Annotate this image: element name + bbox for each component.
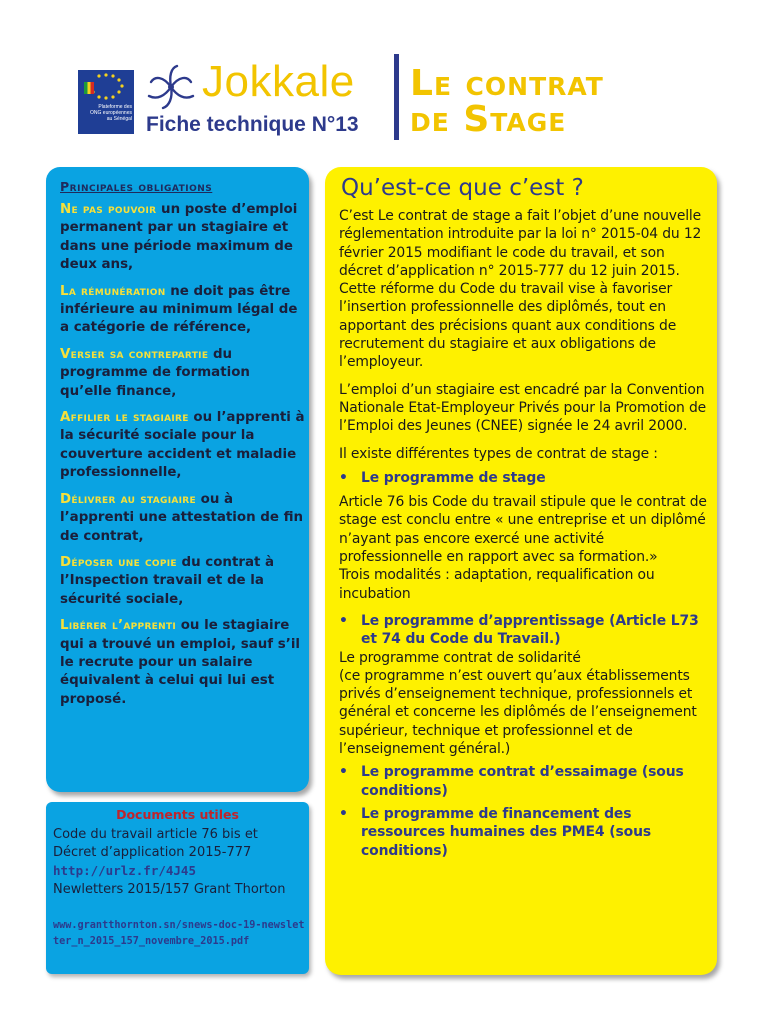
obligations-list — [60, 201, 305, 717]
document-reference: Code du travail article 76 bis et Décret d’application 2015-777 — [53, 827, 258, 860]
eu-ngo-platform-logo — [78, 70, 134, 134]
obligation-text: du contrat à l’Inspection travail et de la sécurité sociale, — [60, 554, 275, 607]
bullet-item — [339, 763, 711, 800]
obligation-text: un poste d’emploi permanent par un stagiaire et dans une période maximum de deux ans, — [60, 202, 298, 273]
paragraph: L’emploi d’un stagiaire est encadré par la Convention Nationale Etat-Employeur Privés pour la Promotion de l’Emploi des Jeunes (CNEE) signée le 24 avril 2000. — [339, 381, 707, 435]
obligation-keyword: La rémunération — [60, 283, 166, 299]
paragraph: (ce programme n’est ouvert qu’aux établissements privés d’enseignement technique, professionnels et général et concerne les diplômés de l’enseignement supérieur, technique et professionnel et de l’enseignement général.) — [339, 667, 697, 758]
eu-logo-caption: Plateforme des ONG européennes au Sénégal — [90, 104, 132, 122]
bullet-item — [339, 469, 711, 487]
bullet-text: Le programme de stage — [361, 469, 546, 486]
documents-heading: Documents utiles — [116, 807, 239, 822]
bullet-text: Le programme contrat d’essaimage (sous conditions) — [361, 764, 684, 799]
documents-panel — [46, 802, 309, 974]
bullet-item — [339, 805, 711, 860]
senegal-flag-icon — [84, 82, 94, 94]
document-reference: Newletters 2015/157 Grant Thorton — [53, 882, 286, 897]
page-title-line-2: de Stage — [410, 99, 567, 140]
paragraph: Article 76 bis Code du travail stipule que le contrat de stage est conclu entre « une entreprise et un diplômé n’ayant pas encore exercé une activité professionnelle en rapport avec sa formation.» — [339, 494, 707, 566]
document-link[interactable]: www.grantthornton.sn/snews-doc-19-newsletter_n_2015_157_novembre_2015.pdf — [53, 920, 305, 947]
definition-panel — [325, 167, 717, 975]
page-title-line-1: Le contrat — [410, 63, 604, 104]
obligation-keyword: Verser sa contrepartie — [60, 346, 209, 362]
obligation-item — [60, 554, 305, 609]
header-divider — [394, 54, 399, 140]
obligation-keyword: Libérer l’apprenti — [60, 618, 177, 634]
bullet-icon: • — [339, 764, 348, 781]
obligations-heading: Principales obligations — [60, 179, 213, 194]
obligation-item — [60, 283, 305, 338]
obligation-keyword: Déposer une copie — [60, 554, 177, 570]
bullet-icon: • — [339, 805, 348, 822]
bullet-icon: • — [339, 612, 348, 629]
bullet-text: Le programme d’apprentissage (Article L73 et 74 du Code du Travail.) — [361, 612, 699, 648]
document-link[interactable]: http://urlz.fr/4J45 — [53, 863, 196, 878]
obligation-keyword: Affilier le stagiaire — [60, 410, 189, 426]
obligation-item — [60, 491, 305, 546]
obligation-text: ne doit pas être inférieure au minimum légal de a catégorie de référence, — [60, 283, 298, 336]
bullet-icon: • — [339, 469, 348, 486]
obligation-text: ou le stagiaire qui a trouvé un emploi, sauf s’il le recrute pour un salaire équivalent à celui qui lui est proposé. — [60, 618, 301, 707]
jokkale-swirl-icon — [141, 62, 201, 112]
obligation-item — [60, 409, 305, 483]
obligation-text: ou l’apprenti à la sécurité sociale pour la couverture accident et maladie professionnelle, — [60, 410, 305, 481]
obligation-keyword: Ne pas pouvoir — [60, 202, 157, 217]
obligation-item — [60, 617, 305, 709]
bullet-item — [339, 612, 711, 649]
paragraph: Le programme contrat de solidarité — [339, 649, 581, 666]
paragraph: Trois modalités : adaptation, requalification ou incubation — [339, 567, 655, 602]
paragraph: C’est Le contrat de stage a fait l’objet d’une nouvelle réglementation introduite par la loi n° 2015-04 du 12 février 2015 modifiant le code du travail, et son décret d’application n° 2015-777 du 12 juin 2015. Cette réforme du Code du travail vise à favoriser l’insertion professionnelle des diplômés, tout en apportant des précisions quant aux conditions de recrutement du stagiaire et aux obligations de l’employeur. — [339, 208, 702, 371]
obligation-item — [60, 346, 305, 401]
obligation-text: ou à l’apprenti une attestation de fin de contrat, — [60, 491, 304, 544]
obligation-text: du programme de formation qu’elle finance, — [60, 346, 250, 399]
fiche-number: Fiche technique N°13 — [146, 113, 359, 136]
obligation-item — [60, 201, 305, 275]
obligation-keyword: Délivrer au stagiaire — [60, 491, 196, 507]
paragraph: Il existe différentes types de contrat de stage : — [339, 445, 658, 462]
definition-content — [339, 207, 711, 860]
section-heading: Qu’est-ce que c’est ? — [341, 175, 584, 201]
bullet-text: Le programme de financement des ressources humaines des PME4 (sous conditions) — [361, 805, 652, 859]
obligations-panel — [46, 167, 309, 792]
brand-name: Jokkale — [202, 57, 355, 106]
